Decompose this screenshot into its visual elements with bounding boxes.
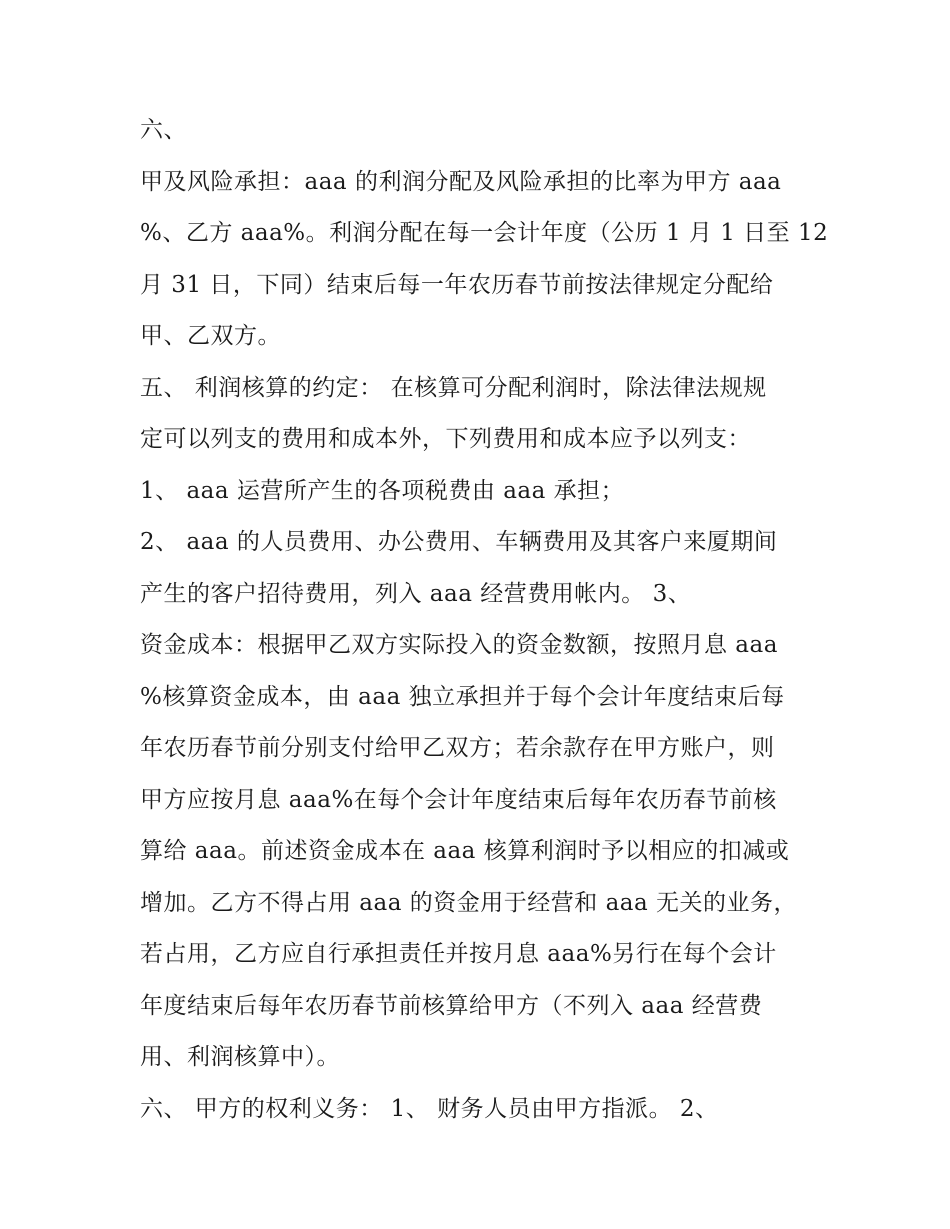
text-line: 甲及风险承担：aaa 的利润分配及风险承担的比率为甲方 aaa [140,168,782,195]
text-line: %、乙方 aaa%。利润分配在每一会计年度（公历 1 月 1 日至 12 [140,220,829,246]
text-line: 定可以列支的费用和成本外，下列费用和成本应予以列支： [140,426,751,452]
text-line: 甲方应按月息 aaa%在每个会计年度结束后每年农历春节前核 [140,786,777,813]
text-line: %核算资金成本，由 aaa 独立承担并于每个会计年度结束后每 [140,683,785,710]
text-line: 1、 aaa 运营所产生的各项税费由 aaa 承担； [140,477,625,504]
text-line: 六、 [140,117,187,143]
text-line: 月 31 日，下同）结束后每一年农历春节前按法律规定分配给 [140,271,774,298]
text-line: 算给 aaa。前述资金成本在 aaa 核算利润时予以相应的扣减或 [140,838,790,864]
text-line: 甲、乙双方。 [140,323,281,349]
document-body [140,105,829,1135]
text-line: 若占用，乙方应自行承担责任并按月息 aaa%另行在每个会计 [140,941,777,967]
text-line: 六、 甲方的权利义务： 1、 财务人员由甲方指派。 2、 [140,1095,719,1122]
text-line: 用、利润核算中）。 [140,1044,340,1070]
text-line: 年度结束后每年农历春节前核算给甲方（不列入 aaa 经营费 [140,992,763,1019]
text-line: 资金成本：根据甲乙双方实际投入的资金数额，按照月息 aaa [140,632,778,658]
text-line: 年农历春节前分别支付给甲乙双方；若余款存在甲方账户，则 [140,735,775,761]
text-line: 产生的客户招待费用，列入 aaa 经营费用帐内。 3、 [140,580,692,607]
text-line: 增加。乙方不得占用 aaa 的资金用于经营和 aaa 无关的业务， [140,889,798,916]
text-line: 2、 aaa 的人员费用、办公费用、车辆费用及其客户来厦期间 [140,529,778,555]
text-line: 五、 利润核算的约定： 在核算可分配利润时，除法律法规规 [140,374,767,401]
